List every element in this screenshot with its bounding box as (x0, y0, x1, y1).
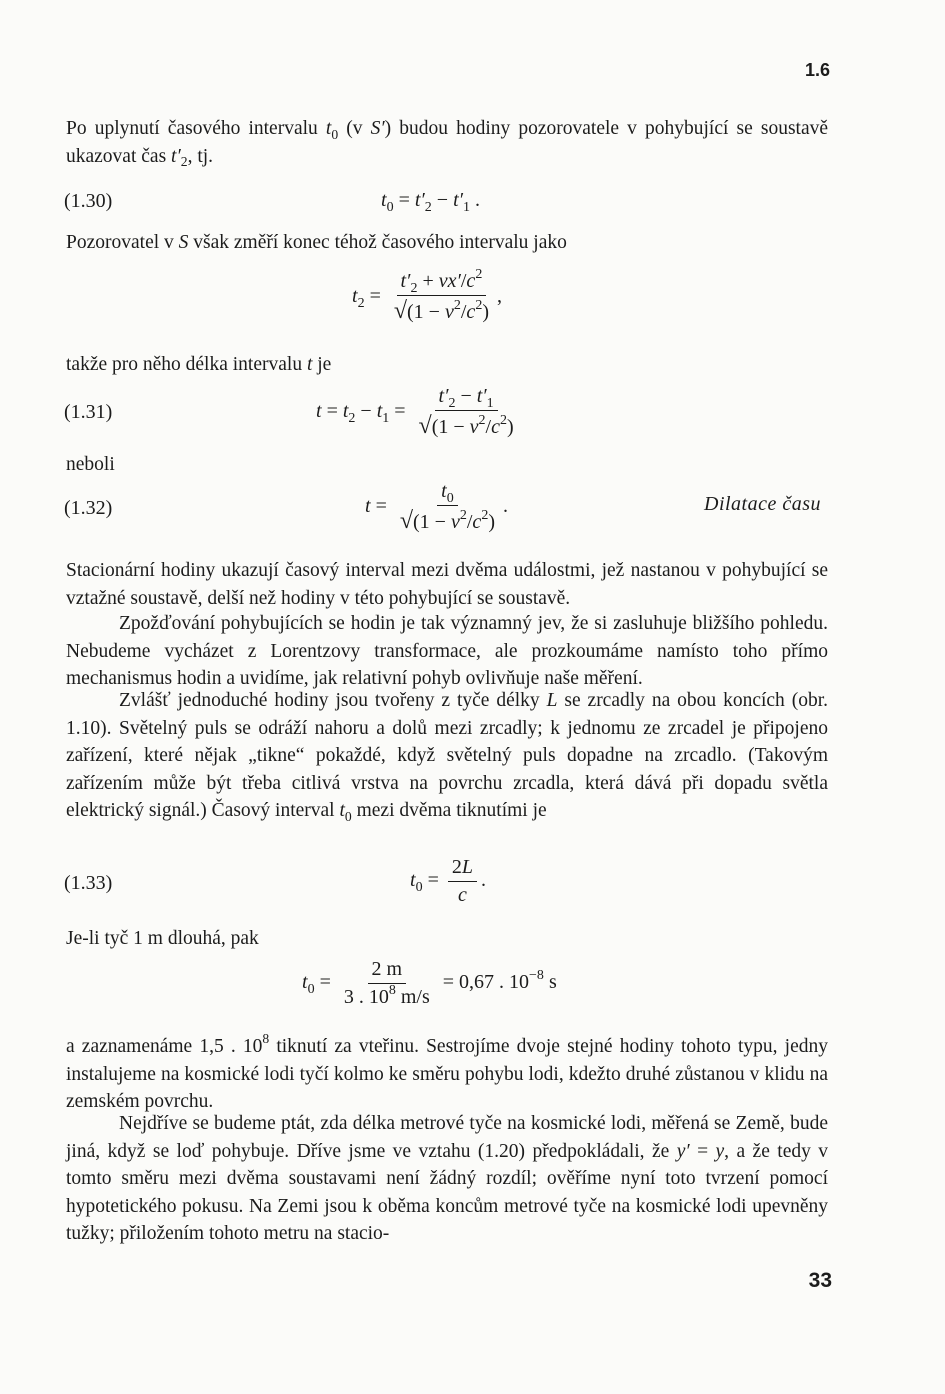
paragraph-rod: Je-li tyč 1 m dlouhá, pak (66, 928, 259, 949)
equation-1-30: $t_0 = t'_2 - t'_1$ . (381, 189, 480, 215)
paragraph-record (66, 1033, 828, 1116)
text-run: Pozorovatel v (66, 232, 174, 253)
text-run: , tj. (187, 145, 214, 167)
text-run: a zaznamenáme 1,5 . 10 (66, 1036, 263, 1057)
text-run: a že tedy v tomto směru mezi dvěma soustavami není žádný rozdíl; ověříme nyní toto tvrzení pomocí hypotetického pokusu. Na Zemi jsou k oběma koncům metrové tyče na kosmické lodi upevněny tužky; přiložením tohoto metru na stacio- (66, 1140, 829, 1244)
paragraph-or: neboli (66, 454, 115, 475)
text-run: Nejdříve se budeme ptát, zda délka metrové tyče na kosmické lodi, měřená se Země, bude jiná, když se loď pohybuje. Dříve jsme ve vztahu (1.20) předpokládali, že (66, 1113, 828, 1162)
paragraph-observer: Pozorovatel v S však změří konec téhož časového intervalu jako (66, 232, 567, 253)
text-run: takže pro něho délka intervalu (66, 354, 303, 375)
equation-1-31: $t = t_2 - t_1$ = $\frac{t'_2 - t'_1}{√(1 - v^2/c^2)}$ (316, 385, 514, 439)
equation-1-33: $t_0$ = $\frac{2L}{c}$ . (410, 856, 486, 906)
fraction-numerator: 2 m (368, 958, 407, 984)
text-run: je (317, 354, 332, 375)
paragraph-clock: Zvlášť jednoduché hodiny jsou tvořeny z tyče délky L se zrcadly na obou koncích (obr. 1.10). Světelný puls se odráží nahoru a dolů mezi zrcadly; k jednomu ze zrcadel je připojeno zařízení, které nějak „tikne“ pokaždé, když světelný puls dopadne na zrcadlo. (Takovým zařízením může být třeba citlivá vrstva na povrchu zrcadla, která dává při dopadu světla elektrický signál.) Časový interval $t_0$ mezi dvěma tiknutími je (66, 690, 829, 824)
text-run: mezi dvěma tiknutími je (356, 800, 547, 821)
text-run: m/s (395, 986, 430, 1008)
text-run: však změří konec téhož časového intervalu jako (193, 232, 567, 253)
paragraph-delay: Zpožďování pohybujících se hodin je tak významný jev, že si zasluhuje bližšího pohledu. Nebudeme vycházet z Lorentzovy transformace, ale prozkoumáme namísto toho přímo mechanismus hodin a uvidíme, jak relativní pohyb ovlivňuje naše měření. (66, 613, 828, 689)
text-run: (v (346, 118, 363, 139)
text-run: s (543, 971, 557, 994)
paragraph-intro: Po uplynutí časového intervalu $t_0$ (v S′) budou hodiny pozorovatele v pohybující se soustavě ukazovat čas $t'_2$, tj. (66, 118, 829, 170)
exponent: 8 (262, 1031, 270, 1047)
paragraph-first: Nejdříve se budeme ptát, zda délka metrové tyče na kosmické lodi, měřená se Země, bude jiná, když se loď pohybuje. Dříve jsme ve vztahu (1.20) předpokládali, že y′ = y, a že tedy v tomto směru mezi dvěma soustavami není žádný rozdíl; ověříme nyní toto tvrzení pomocí hypotetického pokusu. Na Zemi jsou k oběma koncům metrové tyče na kosmické lodi upevněny tužky; přiložením tohoto metru na stacio- (66, 1113, 829, 1244)
text-run: Zvlášť jednoduché hodiny jsou tvořeny z tyče délky (119, 690, 540, 711)
paragraph-stationary: Stacionární hodiny ukazují časový interval mezi dvěma událostmi, jež nastanou v pohybující se vztažné soustavě, delší než hodiny v této pohybující se soustavě. (66, 560, 828, 609)
equation-number: (1.30) (64, 190, 113, 212)
text-run: 3 . 10 (343, 986, 389, 1008)
equation-numeric: $t_0$ = $\frac{2 m}{3 . 10^8 m/s}$ = 0,67 . $10^{-8}$ s (302, 958, 557, 1008)
exponent: −8 (529, 968, 544, 984)
paragraph-interval: takže pro něho délka intervalu t je (66, 354, 332, 375)
section-number: 1.6 (804, 60, 830, 80)
equation-t2: $t_2$ = $\frac{t'_2 + vx'/c^2}{√(1 - v^2/c^2)}$ , (352, 266, 502, 324)
margin-note: Dilatace času (704, 493, 822, 515)
fraction-denominator (340, 984, 434, 1009)
equation-number: (1.32) (64, 497, 113, 519)
equation-number: (1.31) (64, 401, 113, 423)
text-run: Po uplynutí časového intervalu (66, 118, 318, 139)
text-run: = 0,67 . 10 (442, 971, 530, 994)
equation-1-32: t = $\frac{t_0}{√(1 - v^2/c^2)}$ . (365, 480, 508, 534)
text-run: se zrcadly na obou koncích (obr. 1.10). Světelný puls se odráží nahoru a dolů mezi zrcadly; k jednomu ze zrcadel je připojeno zařízení, které nějak „tikne“ pokaždé, když světelný puls dopadne na zrcadlo. (Takovým zařízením může být třeba citlivá vrstva na povrchu zrcadla, která dává při dopadu světla elektrický signál.) Časový interval (66, 690, 829, 821)
text-run: ) budou hodiny pozorovatele v pohybující se soustavě ukazovat čas (66, 118, 829, 167)
page-number: 33 (808, 1269, 832, 1292)
equation-number: (1.33) (64, 872, 113, 894)
text-run: tiknutí za vteřinu. Sestrojíme dvoje stejné hodiny tohoto typu, jedny instalujeme na kosmické lodi tyčí kolmo ke směru pohybu lodi, kdežto druhé zůstanou v klidu na zemském povrchu. (66, 1036, 828, 1112)
exponent: 8 (388, 982, 396, 998)
